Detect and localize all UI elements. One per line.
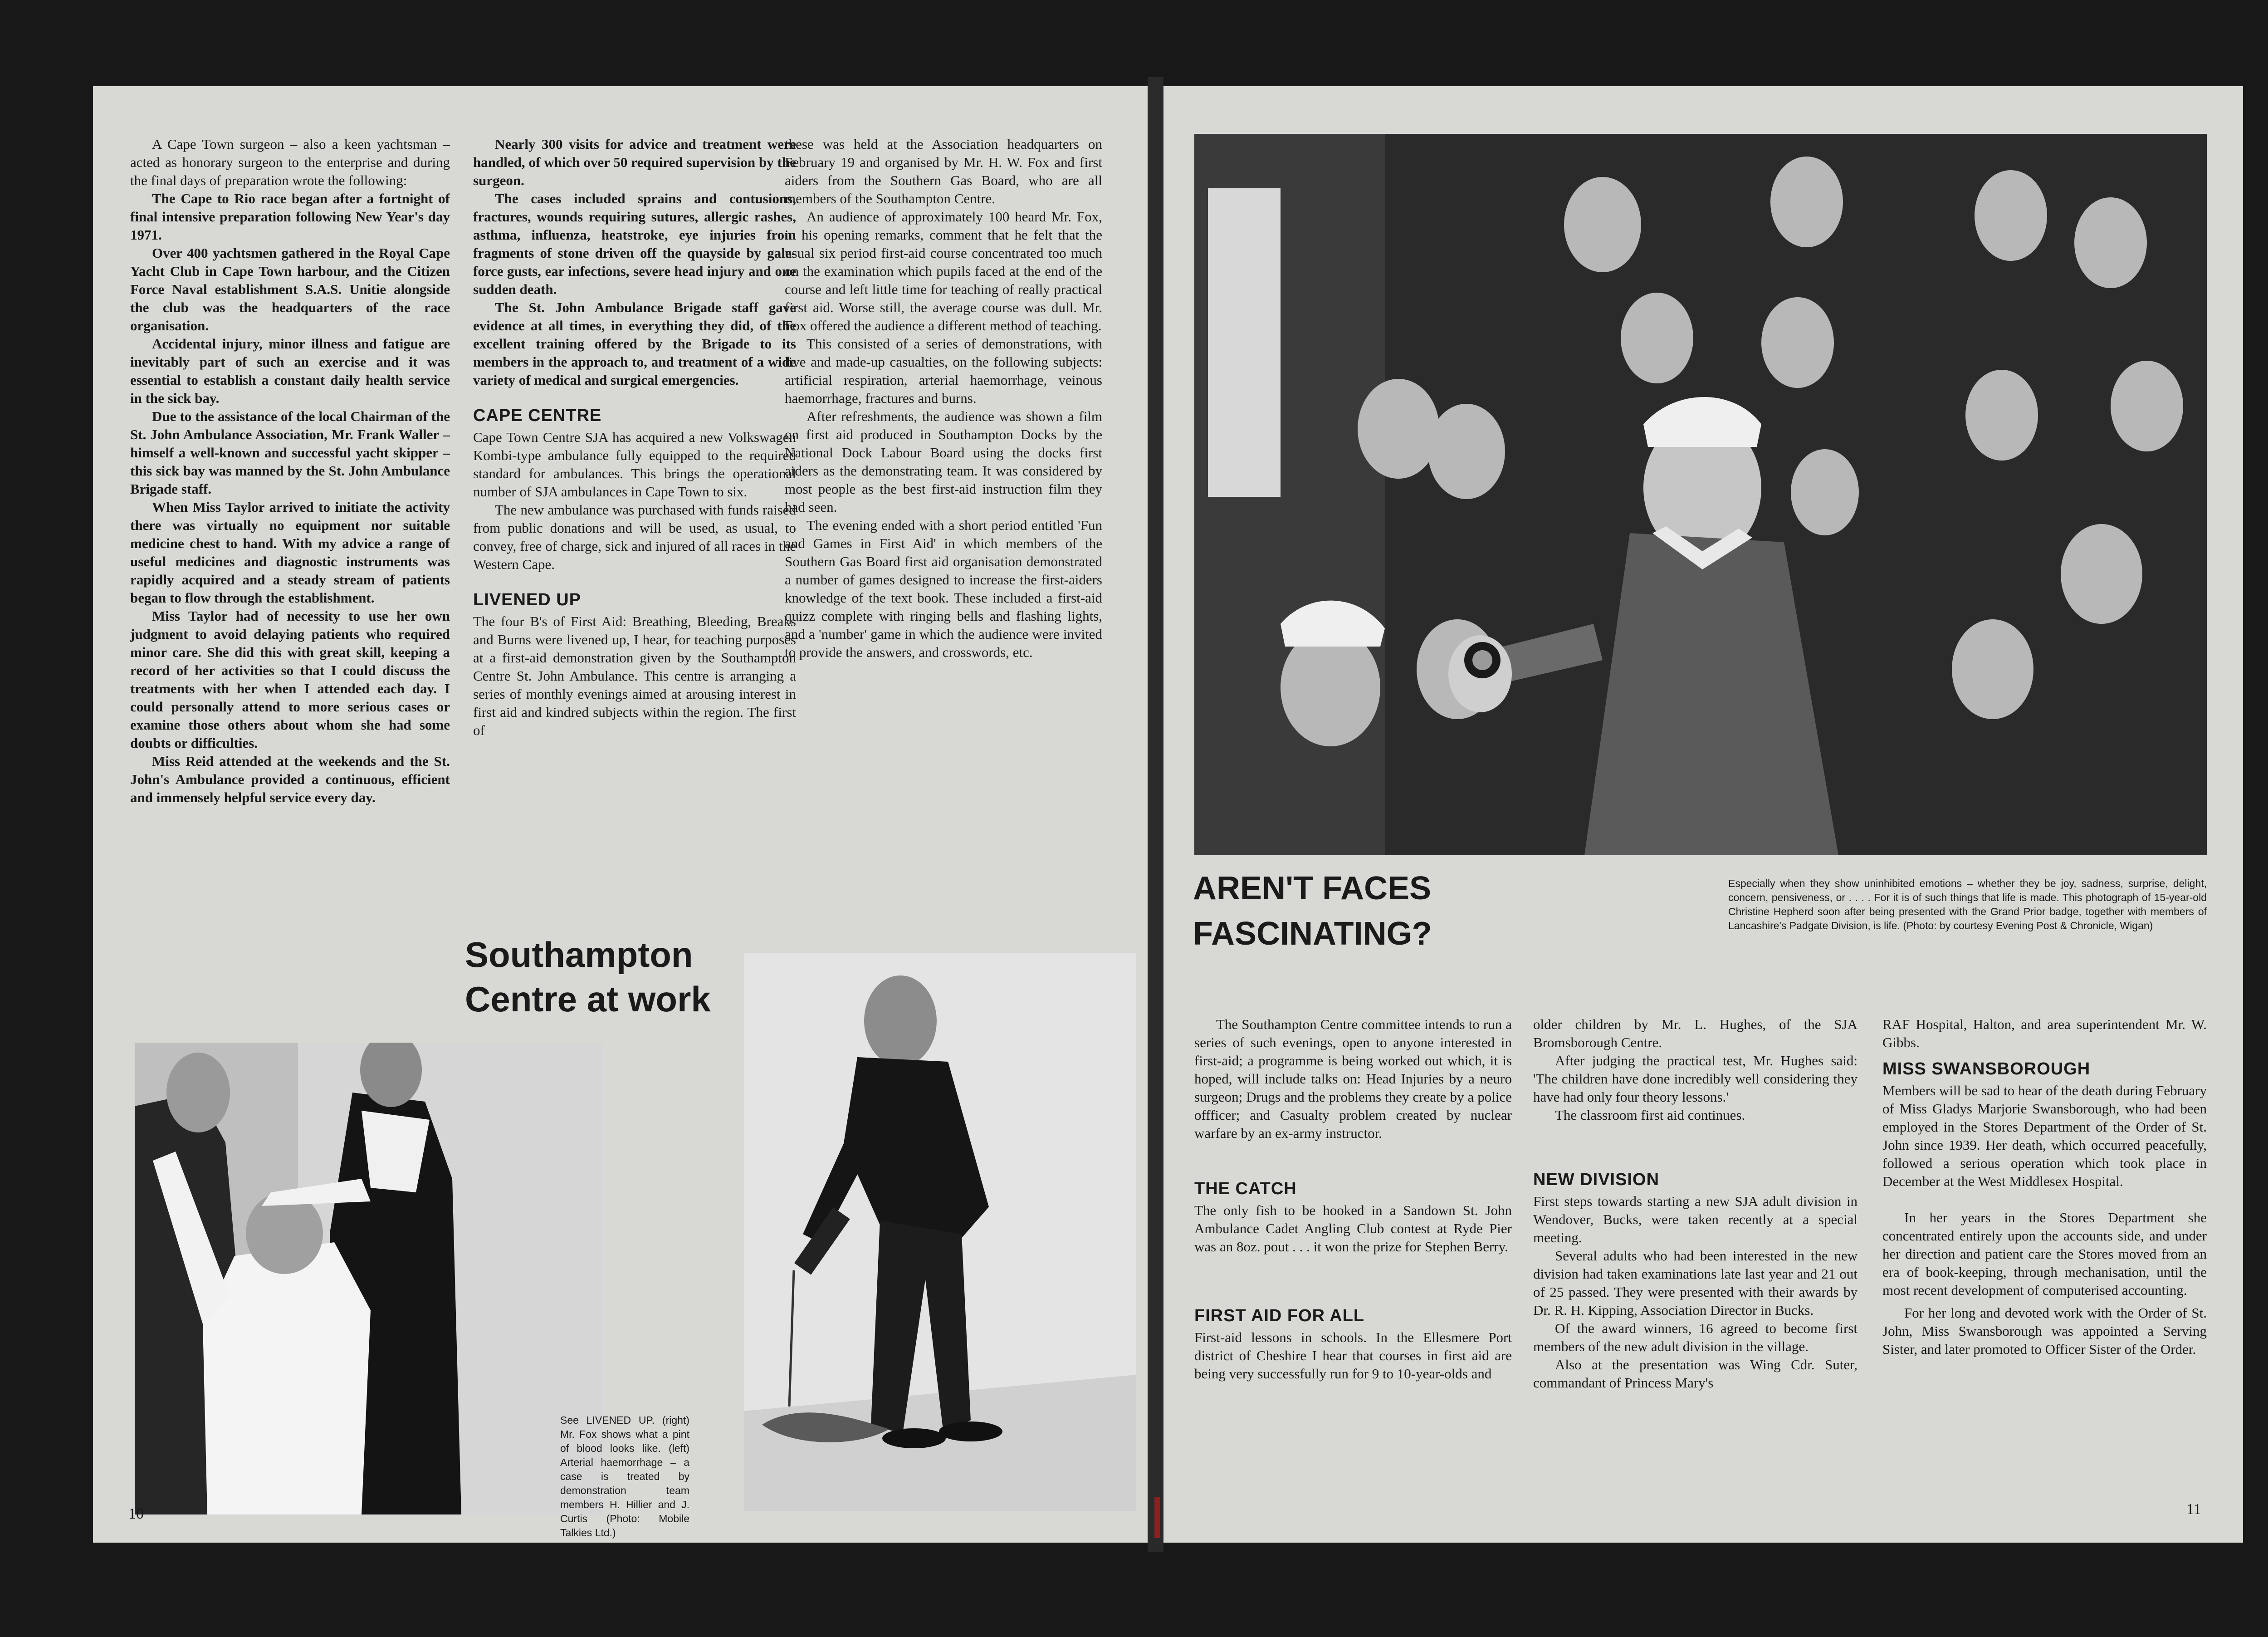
paragraph: these was held at the Association headquarters on February 19 and organised by Mr. H. W. Fox and first aiders from the Southern Gas Board, who are all members of the Southampton Centre. [785, 136, 1102, 206]
paragraph: Nearly 300 visits for advice and treatment were handled, of which over 50 required supervision by the surgeon. [473, 136, 796, 188]
page-number: 11 [2186, 1501, 2201, 1518]
section-heading-the-catch: THE CATCH [1194, 1179, 1297, 1198]
spine-binding-tape [1154, 1497, 1160, 1538]
photo-padgate-division-cadets [1194, 134, 2207, 855]
paragraph: Several adults who had been interested in the new division had taken examinations late last year and 21 out of 25 passed. They were presented with their awards by Dr. R. H. Kipping, Association Director in Bucks. [1533, 1248, 1857, 1318]
paragraph: The evening ended with a short period entitled 'Fun and Games in First Aid' in which members of the Southern Gas Board first aid organisation demonstrated a number of games designed to increase the first-aiders knowledge of the text book. These included a first-aid quizz complete with ringing bells and flashing lights, and a 'number' game in which the audience were invited to provide the answers, and crosswords, etc. [785, 517, 1102, 660]
paragraph: Cape Town Centre SJA has acquired a new Volkswagen Kombi-type ambulance fully equipped to the required standard for ambulances. This brings the operational number of SJA ambulances in Cape Town to six. [473, 429, 796, 500]
section-heading-livened-up: LIVENED UP [473, 590, 582, 609]
right-column-1 [1194, 1015, 1512, 1383]
photo-arterial-haemorrhage [135, 1043, 602, 1514]
paragraph: In her years in the Stores Department she concentrated entirely upon the accounts side, and under her direction and patient care the Stores moved from an era of book-keeping, through mechanisation, until the most recent development of computerised accounting. [1882, 1210, 2207, 1298]
feature-title [1193, 866, 1432, 956]
feature-title [465, 932, 711, 1021]
paragraph: The St. John Ambulance Brigade staff gave evidence at all times, in everything they did, of the excellent training offered by the Brigade to its members in the approach to, and treatment of a wide variety of medical and surgical emergencies. [473, 299, 796, 388]
section-heading-miss-swansborough: MISS SWANSBOROUGH [1882, 1059, 2091, 1078]
feature-title-line: Southampton [465, 935, 693, 975]
book-spine [1148, 77, 1163, 1552]
page-number: 10 [128, 1505, 144, 1522]
paragraph: After refreshments, the audience was shown a film on first aid produced in Southampton Docks by the National Dock Labour Board using the docks first aiders as the demonstrating team. It was considered by most people as the best first-aid instruction film they had seen. [785, 408, 1102, 515]
right-column-3 [1882, 1015, 2207, 1358]
photo-caption-livened-up: See LIVENED UP. (right) Mr. Fox shows what a pint of blood looks like. (left) Arterial haemorrhage – a case is treated by demonstration team members H. Hillier and J. Curtis (Photo: Mobile Talkies Ltd.) [560, 1414, 689, 1539]
paragraph: Accidental injury, minor illness and fatigue are inevitably part of such an exercise and it was essential to establish a constant daily health service in the sick bay. [130, 336, 450, 406]
paragraph: The Cape to Rio race began after a fortnight of final intensive preparation following New Year's day 1971. [130, 191, 450, 243]
right-page [1163, 86, 2243, 1543]
paragraph: The only fish to be hooked in a Sandown St. John Ambulance Cadet Angling Club contest at Ryde Pier was an 8oz. pout . . . it won the prize for Stephen Berry. [1194, 1202, 1512, 1255]
paragraph: Due to the assistance of the local Chairman of the St. John Ambulance Association, Mr. Frank Waller – himself a well-known and successful yacht skipper – this sick bay was manned by the St. John Ambulance Brigade staff. [130, 408, 450, 497]
paragraph: An audience of approximately 100 heard Mr. Fox, in his opening remarks, comment that he felt that the usual six period first-aid course concentrated too much on the examination which pupils faced at the end of the course and left little time for teaching of really practical first aid. Worse still, the average course was dull. Mr. Fox offered the audience a different method of teaching. [785, 209, 1102, 333]
paragraph: Of the award winners, 16 agreed to become first members of the new adult division in the village. [1533, 1320, 1857, 1354]
paragraph: Also at the presentation was Wing Cdr. Suter, commandant of Princess Mary's [1533, 1357, 1857, 1391]
paragraph: For her long and devoted work with the Order of St. John, Miss Swansborough was appointed a Serving Sister, and later promoted to Officer Sister of the Order. [1882, 1305, 2207, 1357]
photo-illustration [1194, 134, 2207, 855]
paragraph: The Southampton Centre committee intends to run a series of such evenings, open to anyone interested in first-aid; a programme is being worked out which, it is hoped, will include talks on: Head Injuries by a neuro surgeon; Drugs and the problems they create by a police offficer; and Casualty problem created by nuclear warfare by an ex-army instructor. [1194, 1016, 1512, 1141]
paragraph: A Cape Town surgeon – also a keen yachtsman – acted as honorary surgeon to the enterprise and during the final days of preparation wrote the following: [130, 136, 450, 188]
photo-illustration [744, 953, 1136, 1511]
photo-illustration [135, 1043, 602, 1514]
paragraph: older children by Mr. L. Hughes, of the SJA Bromsborough Centre. [1533, 1016, 1857, 1050]
paragraph: Members will be sad to hear of the death during February of Miss Gladys Marjorie Swansborough, who had been employed in the Stores Department of the Order of St. John since 1939. Her death, which occurred peacefully, followed a serious operation which took place in December at the West Middlesex Hospital. [1882, 1083, 2207, 1189]
paragraph: This consisted of a series of demonstrations, with live and made-up casualties, on the following subjects: artificial respiration, arterial haemorrhage, veinous haemorrhage, fractures and burns. [785, 336, 1102, 406]
left-column-3 [785, 135, 1102, 662]
paragraph: The classroom first aid continues. [1555, 1107, 1745, 1123]
section-heading-first-aid-for-all: FIRST AID FOR ALL [1194, 1306, 1365, 1325]
paragraph: RAF Hospital, Halton, and area superintendent Mr. W. Gibbs. [1882, 1016, 2207, 1050]
right-column-2 [1533, 1015, 1857, 1392]
section-heading-cape-centre: CAPE CENTRE [473, 406, 602, 425]
feature-title-line: FASCINATING? [1193, 916, 1432, 952]
paragraph: When Miss Taylor arrived to initiate the activity there was virtually no equipment nor suitable medicine chest to hand. With my advice a range of useful medicines and diagnostic instruments was rapidly acquired and a steady stream of patients began to flow through the establishment. [130, 499, 450, 606]
feature-title-line: Centre at work [465, 979, 711, 1019]
paragraph: The four B's of First Aid: Breathing, Bleeding, Breaks and Burns were livened up, I hear, for teaching purposes at a first-aid demonstration given by the Southampton Centre St. John Ambulance. This centre is arranging a series of monthly evenings aimed at arousing interest in first aid and kindred subjects within the region. The first of [473, 613, 796, 738]
paragraph: First-aid lessons in schools. In the Ellesmere Port district of Cheshire I hear that courses in first aid are being very successfully run for 9 to 10-year-olds and [1194, 1329, 1512, 1382]
paragraph: Miss Taylor had of necessity to use her own judgment to avoid delaying patients who required minor care. She did this with great skill, keeping a record of her activities so that I could discuss the treatments with her when I attended each day. I could personally attend to more serious cases or examine those others about whom she had some doubts or difficulties. [130, 608, 450, 751]
feature-title-line: AREN'T FACES [1193, 870, 1432, 907]
left-column-1 [130, 135, 450, 807]
paragraph: The new ambulance was purchased with funds raised from public donations and will be used, as usual, to convey, free of charge, sick and injured of all races in the Western Cape. [473, 502, 796, 572]
photo-mr-fox-pint-of-blood [744, 953, 1136, 1511]
paragraph: Over 400 yachtsmen gathered in the Royal Cape Yacht Club in Cape Town harbour, and the Citizen Force Naval establishment S.A.S. Unitie alongside the club was the headquarters of the race organisation. [130, 245, 450, 333]
paragraph: Miss Reid attended at the weekends and the St. John's Ambulance provided a continuous, efficient and immensely helpful service every day. [130, 753, 450, 805]
section-heading-new-division: NEW DIVISION [1533, 1170, 1660, 1189]
paragraph: The cases included sprains and contusions, fractures, wounds requiring sutures, allergic rashes, asthma, influenza, heatstroke, eye injuries from fragments of stone driven off the quayside by gale-force gusts, ear infections, severe head injury and one sudden death. [473, 191, 796, 297]
left-column-2 [473, 135, 796, 740]
photo-caption-padgate: Especially when they show uninhibited emotions – whether they be joy, sadness, surprise, delight, concern, pensiveness, or . . . . For it is of such things that life is made. This photograph of 15-year-old Christine Hepherd soon after being presented with the Grand Prior badge, together with members of Lancashire's Padgate Division, is life. (Photo: by courtesy Evening Post & Chronicle, Wigan) [1728, 877, 2207, 931]
paragraph: After judging the practical test, Mr. Hughes said: 'The children have done incredibly well considering they have had only four theory lessons.' [1533, 1053, 1857, 1105]
left-page [93, 86, 1148, 1543]
paragraph: First steps towards starting a new SJA adult division in Wendover, Bucks, were taken recently at a special meeting. [1533, 1193, 1857, 1245]
